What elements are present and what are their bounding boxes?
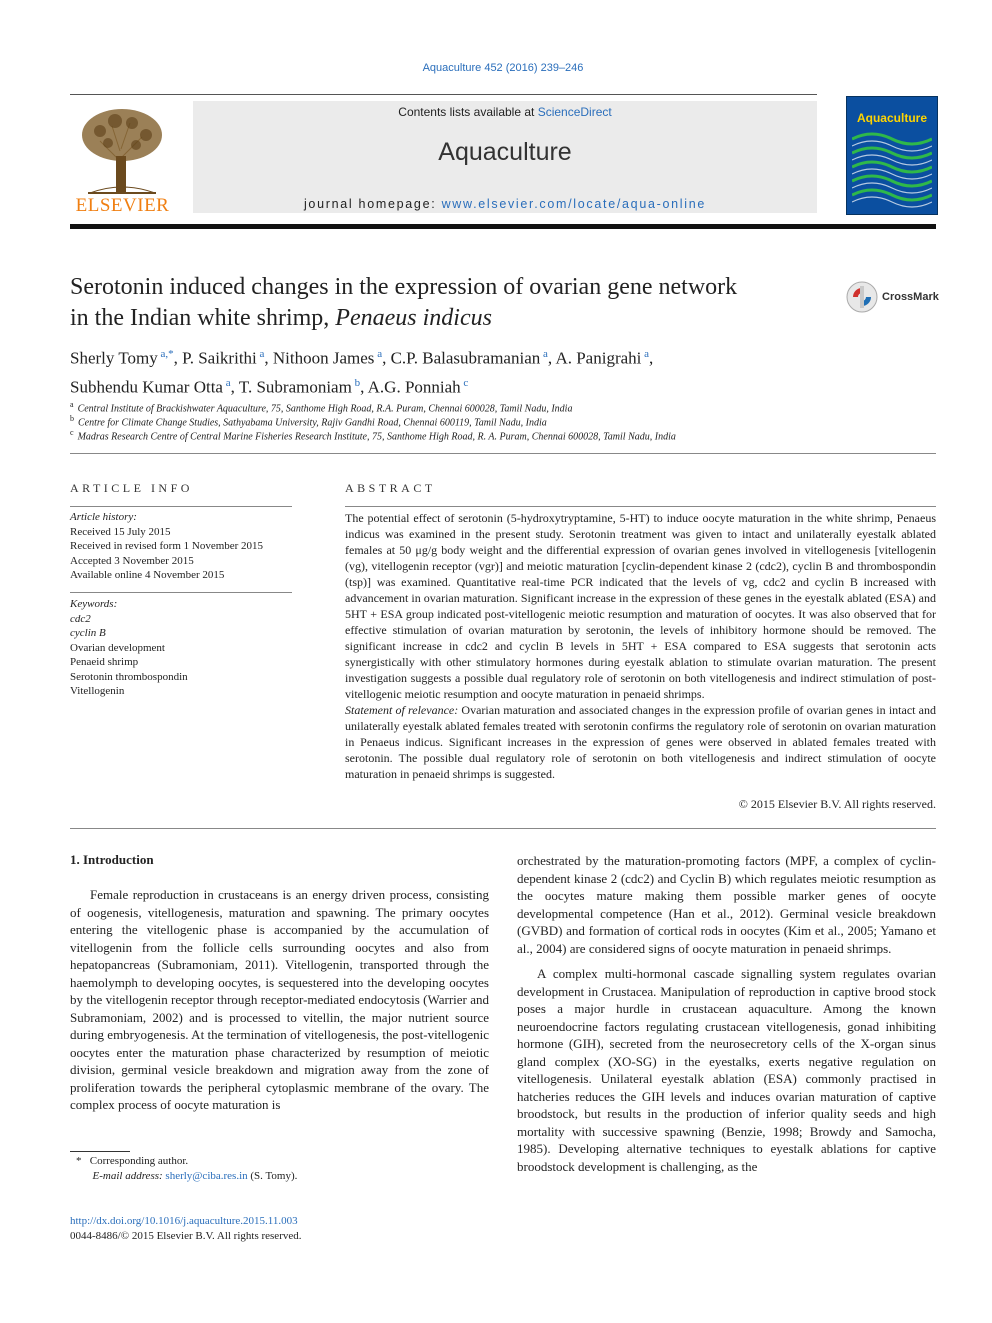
intro-paragraph-1-cont: orchestrated by the maturation-promoting factors (MPF, a complex of cyclin-dependent kinase 2 (cdc2) and Cyclin B) which regulates meiotic resumption as the oocytes mature making them possible marker genes of oocyte developmental competence (Han et al., 2012). Germinal vesicle breakdown (GVBD) and formation of cortical rods in oocytes (Kim et al., 2005; Yamano et al., 2004) are considered signs of oocyte maturation in penaeid shrimps.	[517, 853, 936, 956]
affiliation-c	[70, 428, 676, 442]
title-species: Penaeus indicus	[335, 305, 492, 331]
introduction-heading: 1. Introduction	[70, 852, 154, 867]
author-affiliation-mark[interactable]: c	[460, 376, 469, 389]
relevance-text: Ovarian maturation and associated changes in the expression profile of ovarian genes in intact and unilaterally eyestalk ablated females treated with serotonin confirms the regulatory role of serotonin on ovarian maturation in Penaeus indicus. Significant increases in the expression of genes were observed in ablated females treated with serotonin. The possible dual regulatory role of serotonin on both vitellogenesis and indirect stimulation of oocyte maturation in penaeid shrimps is suggested.	[345, 703, 936, 781]
author-separator: ,	[547, 348, 556, 368]
header-thick-rule	[70, 224, 936, 229]
affiliation-text: Madras Research Centre of Central Marine Fisheries Research Institute, 75, Santhome High Road, R. A. Puram, Chennai 600028, Tamil Nadu, India	[77, 431, 676, 443]
contents-line	[193, 105, 817, 119]
affiliation-b	[70, 414, 547, 428]
author-separator: ,	[649, 348, 654, 368]
author-name[interactable]: P. Saikrithi	[182, 348, 257, 368]
article-title	[70, 272, 810, 334]
title-line-1: Serotonin induced changes in the expression of ovarian gene network	[70, 274, 738, 300]
author-separator: ,	[230, 377, 239, 397]
intro-paragraph-2: A complex multi-hormonal cascade signalling system regulates ovarian development in Crustacea. Manipulation of reproduction in captive brood stock poses a major hurdle in crustacean aquaculture. Among the known neuroendocrine factors regulating crustacean vitellogenesis, gonad inhibiting hormone (GIH), secreted from the neurosecretory cells of the X-organ sinus gland complex (XO-SG) in the eyestalks, exerts negative regulation on vitellogenesis. Unilateral eyestalk ablation (ESA) commonly practised in hatcheries reduces the GIH levels and induces ovarian maturation of captive broodstock, but results in the production of inferior quality seeds and high mortality with successive spawning (Benzie, 1998; Browdy and Samocha, 1985). Developing alternative techniques to eyestalk ablations for captive broodstock development is challenging, as the	[517, 966, 936, 1174]
author-name[interactable]: A.G. Ponniah	[367, 377, 461, 397]
author-separator: ,	[264, 348, 273, 368]
relevance-label: Statement of relevance:	[345, 703, 459, 717]
affiliation-text: Centre for Climate Change Studies, Sathyabama University, Rajiv Gandhi Road, Chennai 600119, Tamil Nadu, India	[78, 417, 547, 429]
abstract-body	[345, 510, 936, 782]
author-separator: ,	[173, 348, 183, 368]
keyword: Vitellogenin	[70, 685, 125, 697]
sciencedirect-link[interactable]: ScienceDirect	[537, 105, 612, 119]
author-affiliation-mark[interactable]: a	[374, 348, 383, 360]
keyword: cyclin B	[70, 627, 106, 639]
keyword: Serotonin thrombospondin	[70, 670, 188, 683]
history-online: Available online 4 November 2015	[70, 569, 225, 581]
header-rule	[70, 94, 817, 95]
corresponding-author-note: Corresponding author.	[89, 1155, 189, 1167]
history-label: Article history:	[70, 511, 137, 523]
history-accepted: Accepted 3 November 2015	[70, 554, 194, 567]
author-name[interactable]: T. Subramoniam	[238, 377, 352, 397]
affiliation-mark: c	[70, 428, 74, 437]
affiliation-mark: b	[70, 414, 74, 423]
author-name[interactable]: C.P. Balasubramanian	[390, 348, 541, 368]
corresponding-mark: *	[76, 1155, 82, 1167]
author-affiliation-mark[interactable]: a,*	[157, 348, 174, 360]
journal-citation-link[interactable]: Aquaculture 452 (2016) 239–246	[422, 62, 584, 74]
author-affiliation-mark[interactable]: b	[351, 376, 361, 389]
footnotes	[76, 1154, 496, 1184]
cover-pattern-icon	[852, 129, 932, 209]
author-name[interactable]: Sherly Tomy	[70, 348, 158, 368]
statement-of-relevance	[345, 702, 936, 782]
article-info-rule	[70, 506, 292, 507]
author-name[interactable]: Nithoon James	[272, 348, 375, 368]
history-revised: Received in revised form 1 November 2015	[70, 540, 264, 552]
journal-cover-thumbnail[interactable]	[846, 96, 938, 215]
affiliation-a	[70, 400, 572, 414]
email-label: E-mail address:	[92, 1170, 166, 1182]
keyword: Ovarian development	[70, 641, 165, 654]
author-separator: ,	[382, 348, 391, 368]
author-affiliation-mark[interactable]: a	[222, 376, 231, 389]
keyword: Penaeid shrimp	[70, 656, 139, 668]
affiliation-mark: a	[70, 400, 74, 409]
affiliation-text: Central Institute of Brackishwater Aquaculture, 75, Santhome High Road, R.A. Puram, Chennai 600028, Tamil Nadu, India	[77, 403, 573, 415]
intro-paragraph-1: Female reproduction in crustaceans is an energy driven process, consisting of oogenesis, vitellogenesis, maturation and spawning. The primary oocytes entering the vitellogenic phase is accompanied by the accumulation of vitellogenin from the follicle cells surrounding oocytes and also from hepatopancreas (Subramoniam, 2011). Vitellogenin, transported through the haemolymph to developing oocytes, is sequestered into the developing oocytes by the vitellogenin receptor through receptor-mediated endocytosis (Warrier and Subramoniam, 2002) and is processed to vitellin, the major nutrient source during embryogenesis. At the termination of vitellogenesis, the post-vitellogenic oocytes enter the maturation phase characterized by resumption of meiotic division, germinal vesicle breakdown and migration away from the zone of proliferation towards the peripheral cytoplasmic membrane of the ovary. The complex process of oocyte maturation is	[70, 887, 489, 1112]
abstract-rule	[345, 506, 936, 507]
author-affiliation-mark[interactable]: a	[540, 348, 548, 360]
keywords-label: Keywords:	[70, 598, 118, 610]
elsevier-wordmark: ELSEVIER	[75, 195, 170, 216]
affiliations-rule	[70, 453, 936, 454]
keyword: cdc2	[70, 612, 91, 625]
article-history	[70, 510, 292, 583]
homepage-link[interactable]: www.elsevier.com/locate/aqua-online	[441, 197, 707, 211]
journal-homepage	[193, 197, 817, 211]
crossmark-icon[interactable]	[846, 280, 878, 314]
crossmark-label[interactable]: CrossMark	[882, 291, 939, 303]
keywords	[70, 597, 292, 699]
title-line-2: in the Indian white shrimp,	[70, 305, 336, 331]
abstract-paragraph: The potential effect of serotonin (5-hydroxytryptamine, 5-HT) to induce oocyte maturation in the white shrimp, Penaeus indicus was examined in the present study. Serotonin treatment was given to intact and unilaterally eyestalk ablated females at 50 μg/g body weight and the differential expression of ovarian genes involved in vitellogenesis [vitellogenin (vg), vitellogenin receptor (vgr)] and meiotic maturation [cyclin-dependent kinase 2 (cdc2), cyclin B and thrombospondin (tsp)] was examined. Quantitative real-time PCR indicated that the levels of vg, cdc2 and cyclin B increased with advancement in ovarian maturation. Significant increase in the expression of these genes in the eyestalk ablated (ESA) and 5HT + ESA group indicated post-vitellogenic meiotic resumption and maturation of oocytes. It was also observed that for effective stimulation of ovarian maturation by serotonin, the levels of inhibitory hormone should be removed. The significant increase in cdc2 and cyclin B levels in 5HT + ESA compared to ESA suggests that serotonin acts synergistically with other stimulatory hormones during eyestalk ablation to stimulate ovarian maturation. The present investigation suggests a possible dual regulatory role of serotonin on both vitellogenesis and indirect stimulation of post-vitellogenic meiotic resumption and oocyte maturation in penaeid shrimps.	[345, 511, 936, 701]
keywords-rule	[70, 592, 292, 593]
author-affiliation-mark[interactable]: a	[256, 348, 265, 360]
email-link[interactable]: sherly@ciba.res.in	[165, 1170, 248, 1182]
contents-prefix: Contents lists available at	[398, 105, 538, 119]
abstract-bottom-rule	[70, 828, 936, 829]
email-suffix: (S. Tomy).	[247, 1170, 298, 1182]
footnote-rule	[70, 1151, 130, 1152]
issn-line: 0044-8486/© 2015 Elsevier B.V. All rights reserved.	[70, 1230, 302, 1242]
article-info-heading: ARTICLE INFO	[70, 481, 193, 495]
journal-name: Aquaculture	[438, 138, 572, 166]
author-affiliation-mark[interactable]: a	[641, 348, 650, 360]
author-separator: ,	[360, 377, 368, 397]
author-list	[70, 342, 936, 399]
doi-link[interactable]: http://dx.doi.org/10.1016/j.aquaculture.2015.11.003	[70, 1215, 298, 1227]
abstract-heading: ABSTRACT	[345, 481, 436, 495]
abstract-copyright: © 2015 Elsevier B.V. All rights reserved.	[738, 797, 936, 811]
publication-info	[70, 1214, 490, 1244]
right-column	[517, 852, 936, 1175]
author-name[interactable]: A. Panigrahi	[555, 348, 642, 368]
homepage-prefix: journal homepage:	[303, 197, 442, 211]
author-name[interactable]: Subhendu Kumar Otta	[70, 377, 223, 397]
cover-title: Aquaculture	[856, 111, 927, 125]
history-received: Received 15 July 2015	[70, 525, 171, 538]
left-column	[70, 886, 489, 1114]
